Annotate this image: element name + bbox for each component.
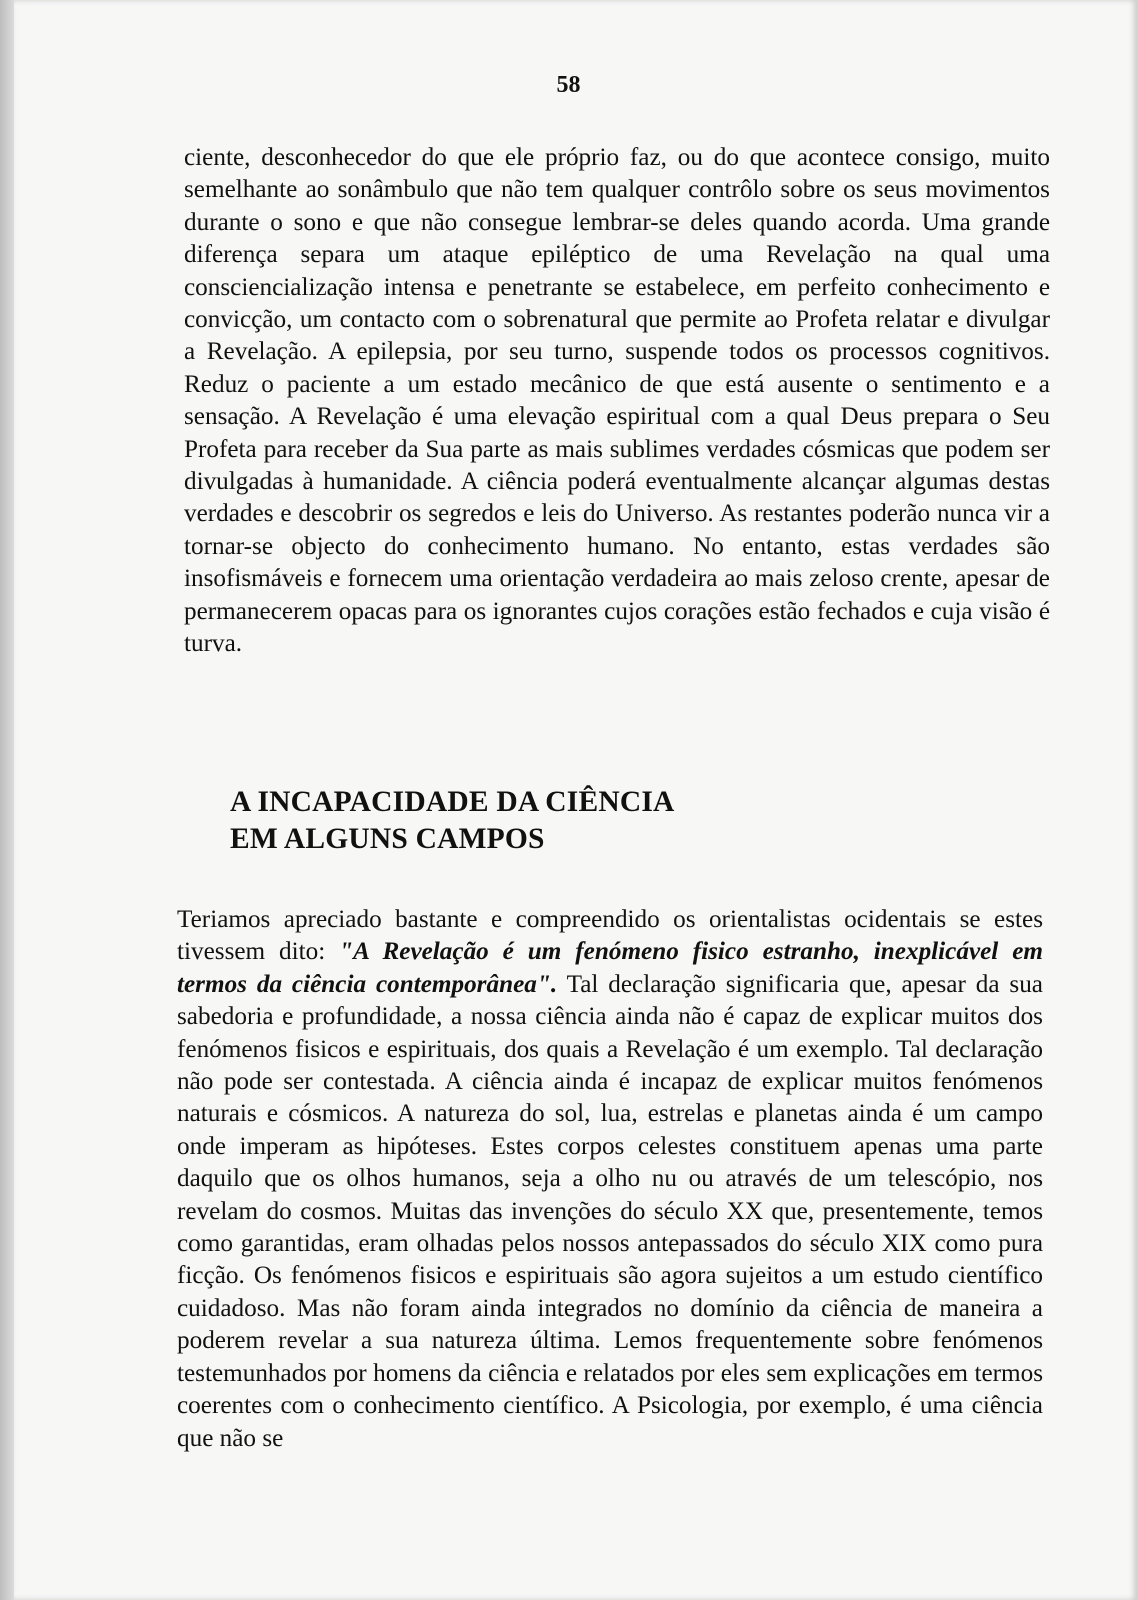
- body-paragraph-1: ciente, desconhecedor do que ele próprio faz, ou do que acontece consigo, muito semelhante ao sonâmbulo que não tem qualquer contrôlo sobre os seus movimentos durante o sono e que não consegue lembrar-se deles quando acorda. Uma grande diferença separa um ataque epiléptico de uma Revelação na qual uma consciencialização intensa e penetrante se estabelece, em perfeito conhecimento e convicção, um contacto com o sobrenatural que permite ao Profeta relatar e divulgar a Revelação. A epilepsia, por seu turno, suspende todos os processos cognitivos. Reduz o paciente a um estado mecânico de que está ausente o sentimento e a sensação. A Revelação é uma elevação espiritual com a qual Deus prepara o Seu Profeta para receber da Sua parte as mais sublimes verdades cósmicas que podem ser divulgadas à humanidade. A ciência poderá eventualmente alcançar algumas destas verdades e descobrir os segredos e leis do Universo. As restantes poderão nunca vir a tornar-se objecto do conhecimento humano. No entanto, estas verdades são insofismáveis e fornecem uma orientação verdadeira ao mais zeloso crente, apesar de permanecerem opacas para os ignorantes cujos corações estão fechados e cuja visão é turva.: [184, 144, 1050, 658]
- body-paragraph-2: [177, 904, 1043, 1455]
- section-heading-line-2: EM ALGUNS CAMPOS: [230, 823, 545, 855]
- page-number: 58: [556, 72, 581, 98]
- quoted-statement: "A Revelação é um fenómeno fisico estranho, inexplicável em termos da ciência contemporânea".: [177, 938, 1043, 998]
- paragraph-2-intro: Teriamos apreciado bastante e compreendido os orientalistas ocidentais se estes tivessem dito:: [177, 906, 1043, 966]
- section-heading: [230, 784, 675, 858]
- section-heading-line-1: A INCAPACIDADE DA CIÊNCIA: [230, 786, 675, 818]
- paragraph-2-rest: Tal declaração significaria que, apesar da sua sabedoria e profundidade, a nossa ciência ainda não é capaz de explicar muitos dos fenómenos fisicos e espirituais, dos quais a Revelação é um exemplo. Tal declaração não pode ser contestada. A ciência ainda é incapaz de explicar muitos fenómenos naturais e cósmicos. A natureza do sol, lua, estrelas e planetas ainda é um campo onde imperam as hipóteses. Estes corpos celestes constituem apenas uma parte daquilo que os olhos humanos, seja a olho nu ou através de um telescópio, nos revelam do cosmos. Muitas das invenções do século XX que, presentemente, temos como garantidas, eram olhadas pelos nossos antepassados do século XIX como pura ficção. Os fenómenos fisicos e espirituais são agora sujeitos a um estudo científico cuidadoso. Mas não foram ainda integrados no domínio da ciência de maneira a poderem revelar a sua natureza última. Lemos frequentemente sobre fenómenos testemunhados por homens da ciência e relatados por eles sem explicações em termos coerentes com o conhecimento científico. A Psicologia, por exemplo, é uma ciência que não se: [177, 970, 1043, 1452]
- page-binding-edge: [0, 0, 14, 1600]
